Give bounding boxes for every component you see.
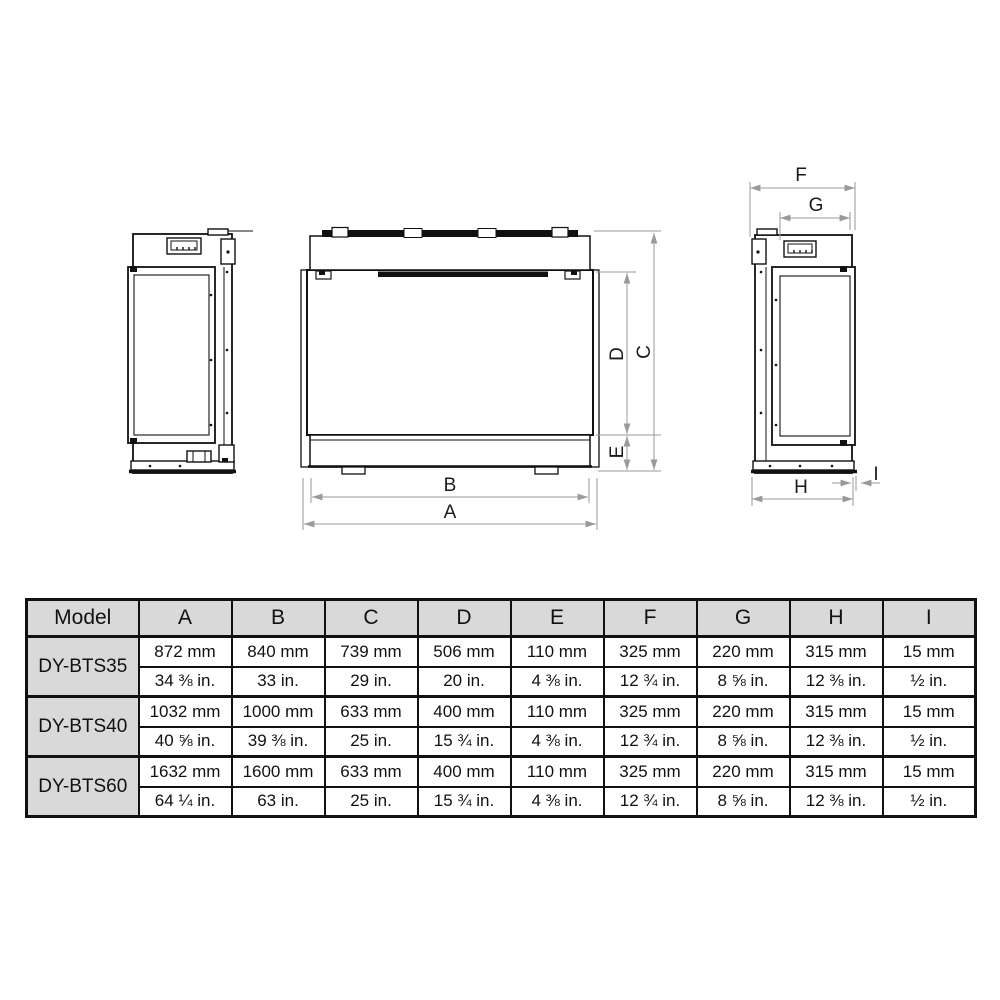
value-cell: 4 ⅜ in.	[511, 727, 604, 757]
value-cell: 12 ⅜ in.	[790, 727, 883, 757]
value-cell: 15 mm	[883, 757, 976, 787]
col-header-model: Model	[27, 600, 139, 637]
right-foot	[535, 467, 558, 474]
value-cell: 4 ⅜ in.	[511, 787, 604, 817]
col-header-a: A	[139, 600, 232, 637]
table-row-in	[27, 667, 976, 697]
top-cap	[310, 236, 590, 270]
value-cell: 400 mm	[418, 757, 511, 787]
table-row-mm	[27, 757, 976, 787]
value-cell: 220 mm	[697, 757, 790, 787]
value-cell: 1032 mm	[139, 697, 232, 727]
value-cell: 633 mm	[325, 697, 418, 727]
value-cell: 400 mm	[418, 697, 511, 727]
col-header-e: E	[511, 600, 604, 637]
value-cell: 840 mm	[232, 637, 325, 667]
foot-block	[187, 451, 211, 462]
value-cell: 34 ⅜ in.	[139, 667, 232, 697]
model-cell: DY-BTS35	[27, 637, 139, 697]
right-side-view	[751, 229, 857, 473]
value-cell: 15 ¾ in.	[418, 727, 511, 757]
table-row-mm	[27, 697, 976, 727]
model-cell: DY-BTS60	[27, 757, 139, 817]
col-header-d: D	[418, 600, 511, 637]
left-foot	[342, 467, 365, 474]
value-cell: 12 ¾ in.	[604, 787, 697, 817]
col-header-g: G	[697, 600, 790, 637]
value-cell: 12 ⅜ in.	[790, 667, 883, 697]
value-cell: 325 mm	[604, 637, 697, 667]
dim-label-c: C	[634, 345, 655, 359]
value-cell: 12 ¾ in.	[604, 667, 697, 697]
dim-label-d: D	[607, 347, 628, 361]
col-header-f: F	[604, 600, 697, 637]
value-cell: 8 ⅝ in.	[697, 787, 790, 817]
value-cell: 25 in.	[325, 787, 418, 817]
value-cell: ½ in.	[883, 727, 976, 757]
value-cell: ½ in.	[883, 787, 976, 817]
value-cell: 1632 mm	[139, 757, 232, 787]
value-cell: 63 in.	[232, 787, 325, 817]
table-row-in	[27, 787, 976, 817]
value-cell: 33 in.	[232, 667, 325, 697]
value-cell: 110 mm	[511, 697, 604, 727]
dim-label-a: A	[443, 502, 457, 523]
value-cell: 739 mm	[325, 637, 418, 667]
dim-label-i: I	[873, 464, 879, 485]
value-cell: 39 ⅜ in.	[232, 727, 325, 757]
value-cell: ½ in.	[883, 667, 976, 697]
value-cell: 110 mm	[511, 637, 604, 667]
model-cell: DY-BTS40	[27, 697, 139, 757]
value-cell: 25 in.	[325, 727, 418, 757]
col-header-b: B	[232, 600, 325, 637]
value-cell: 15 mm	[883, 637, 976, 667]
mount-bracket	[208, 229, 228, 235]
dimensions-table	[25, 598, 977, 818]
dim-label-f: F	[795, 165, 807, 186]
value-cell: 325 mm	[604, 757, 697, 787]
value-cell: 315 mm	[790, 697, 883, 727]
value-cell: 15 mm	[883, 697, 976, 727]
dim-label-h: H	[794, 477, 808, 498]
value-cell: 20 in.	[418, 667, 511, 697]
col-header-i: I	[883, 600, 976, 637]
value-cell: 29 in.	[325, 667, 418, 697]
value-cell: 12 ⅜ in.	[790, 787, 883, 817]
value-cell: 8 ⅝ in.	[697, 667, 790, 697]
value-cell: 110 mm	[511, 757, 604, 787]
left-side-view	[128, 229, 253, 473]
value-cell: 8 ⅝ in.	[697, 727, 790, 757]
value-cell: 15 ¾ in.	[418, 787, 511, 817]
value-cell: 325 mm	[604, 697, 697, 727]
dim-label-b: B	[443, 475, 457, 496]
value-cell: 872 mm	[139, 637, 232, 667]
col-header-h: H	[790, 600, 883, 637]
value-cell: 506 mm	[418, 637, 511, 667]
value-cell: 633 mm	[325, 757, 418, 787]
value-cell: 220 mm	[697, 637, 790, 667]
dim-label-e: E	[607, 445, 628, 459]
table-row-in	[27, 727, 976, 757]
mount-bracket	[757, 229, 777, 235]
table-row-mm	[27, 637, 976, 667]
value-cell: 315 mm	[790, 637, 883, 667]
header-row	[27, 600, 976, 637]
front-view	[301, 228, 599, 475]
col-header-c: C	[325, 600, 418, 637]
value-cell: 1000 mm	[232, 697, 325, 727]
value-cell: 220 mm	[697, 697, 790, 727]
value-cell: 64 ¼ in.	[139, 787, 232, 817]
value-cell: 4 ⅜ in.	[511, 667, 604, 697]
value-cell: 40 ⅝ in.	[139, 727, 232, 757]
value-cell: 1600 mm	[232, 757, 325, 787]
glass-front	[307, 270, 593, 435]
value-cell: 12 ¾ in.	[604, 727, 697, 757]
value-cell: 315 mm	[790, 757, 883, 787]
dim-label-g: G	[808, 195, 824, 216]
